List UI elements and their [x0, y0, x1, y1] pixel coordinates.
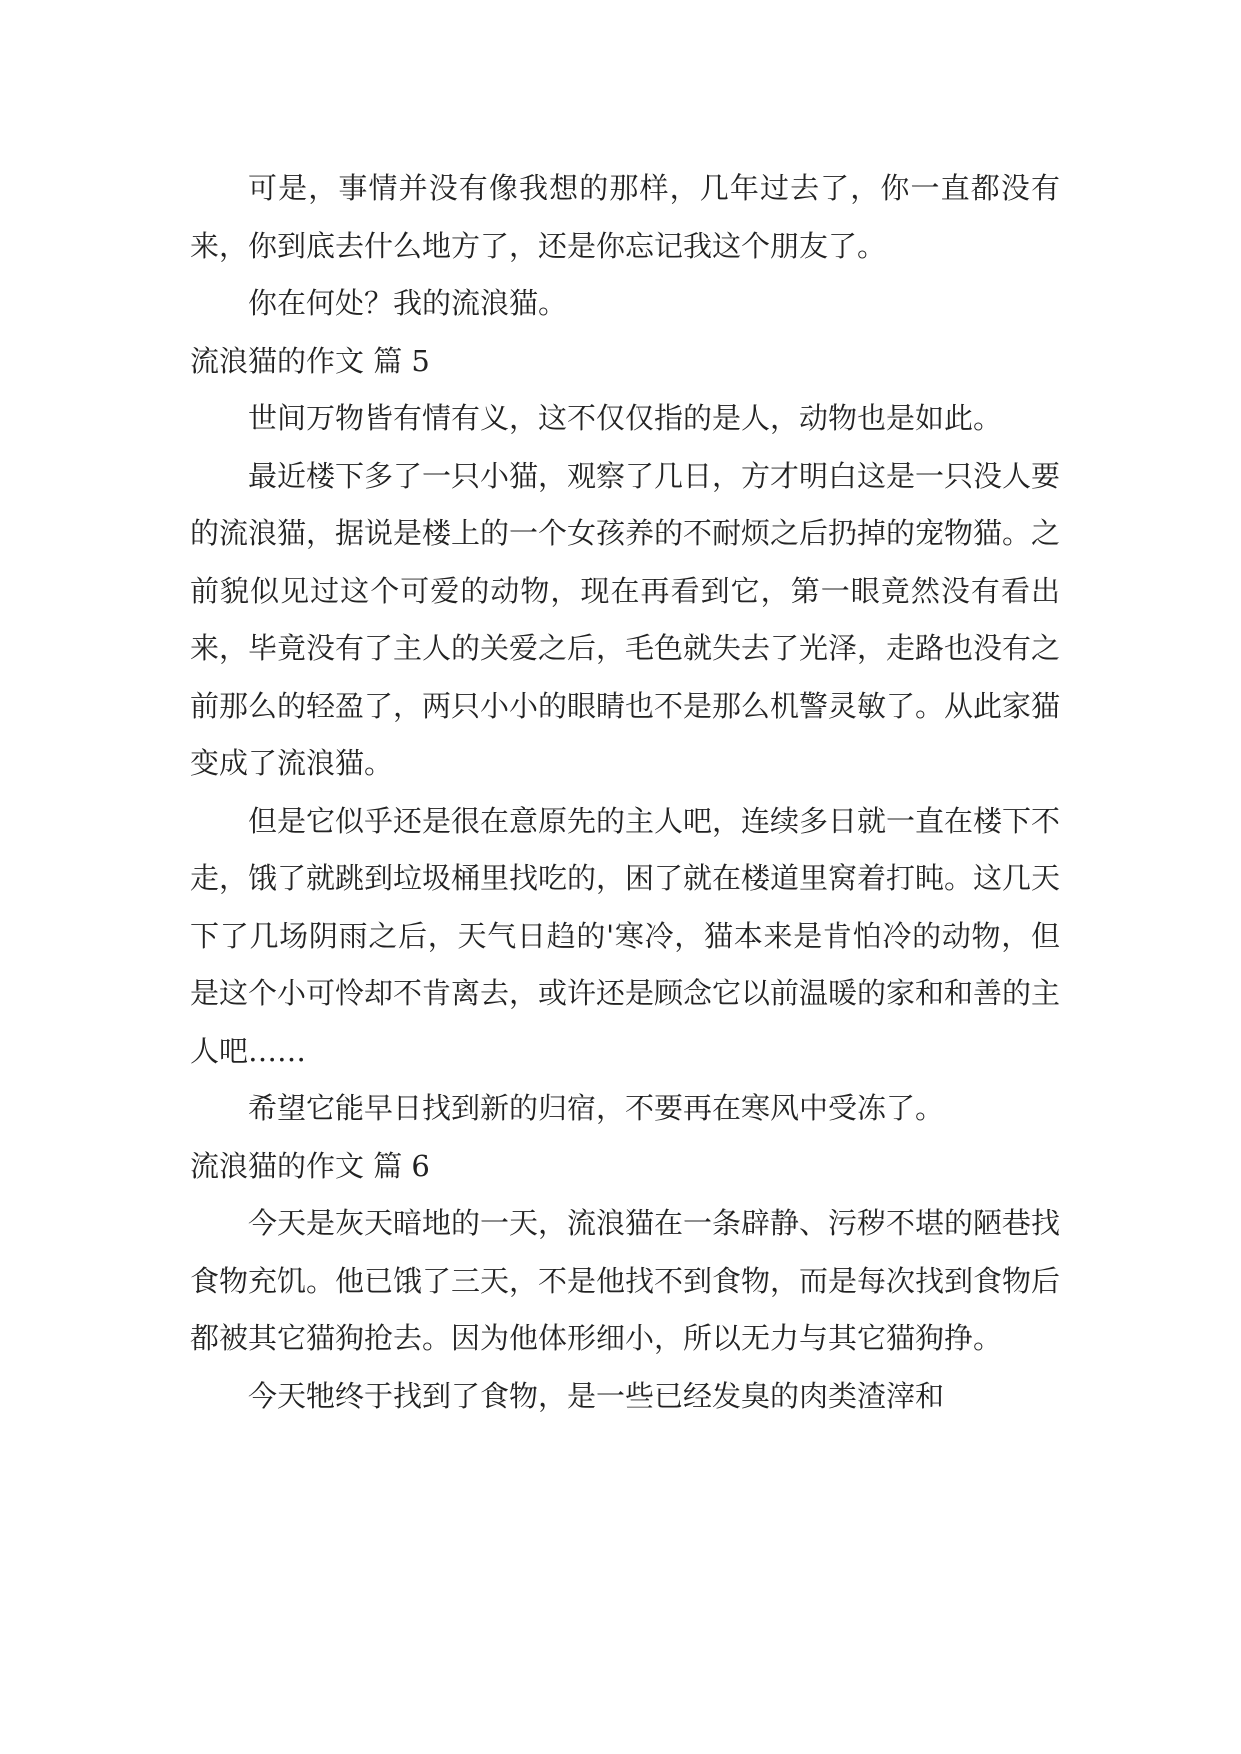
- document-body: [190, 160, 1060, 1425]
- paragraph: 最近楼下多了一只小猫，观察了几日，方才明白这是一只没人要的流浪猫，据说是楼上的一个女孩养的不耐烦之后扔掉的宠物猫。之前貌似见过这个可爱的动物，现在再看到它，第一眼竟然没有看出来，毕竟没有了主人的关爱之后，毛色就失去了光泽，走路也没有之前那么的轻盈了，两只小小的眼睛也不是那么机警灵敏了。从此家猫变成了流浪猫。: [190, 458, 1061, 780]
- paragraph: 今天是灰天暗地的一天，流浪猫在一条辟静、污秽不堪的陋巷找食物充饥。他已饿了三天，不是他找不到食物，而是每次找到食物后都被其它猫狗抢去。因为他体形细小，所以无力与其它猫狗挣。: [190, 1206, 1061, 1355]
- paragraph: 希望它能早日找到新的归宿，不要再在寒风中受冻了。: [248, 1091, 945, 1125]
- paragraph: 你在何处？我的流浪猫。: [248, 286, 568, 320]
- paragraph: 但是它似乎还是很在意原先的主人吧，连续多日就一直在楼下不走，饿了就跳到垃圾桶里找吃的，困了就在楼道里窝着打盹。这几天下了几场阴雨之后，天气日趋的'寒冷，猫本来是肯怕冷的动物，但是这个小可怜却不肯离去，或许还是顾念它以前温暖的家和和善的主人吧……: [190, 803, 1061, 1068]
- paragraph: 世间万物皆有情有义，这不仅仅指的是人，动物也是如此。: [248, 401, 1003, 435]
- paragraph: 可是，事情并没有像我想的那样，几年过去了，你一直都没有来，你到底去什么地方了，还是你忘记我这个朋友了。: [190, 171, 1060, 263]
- paragraph: 今天牠终于找到了食物，是一些已经发臭的肉类渣滓和: [248, 1378, 945, 1413]
- section-heading: 流浪猫的作文 篇 5: [190, 343, 430, 378]
- section-heading: 流浪猫的作文 篇 6: [190, 1148, 430, 1183]
